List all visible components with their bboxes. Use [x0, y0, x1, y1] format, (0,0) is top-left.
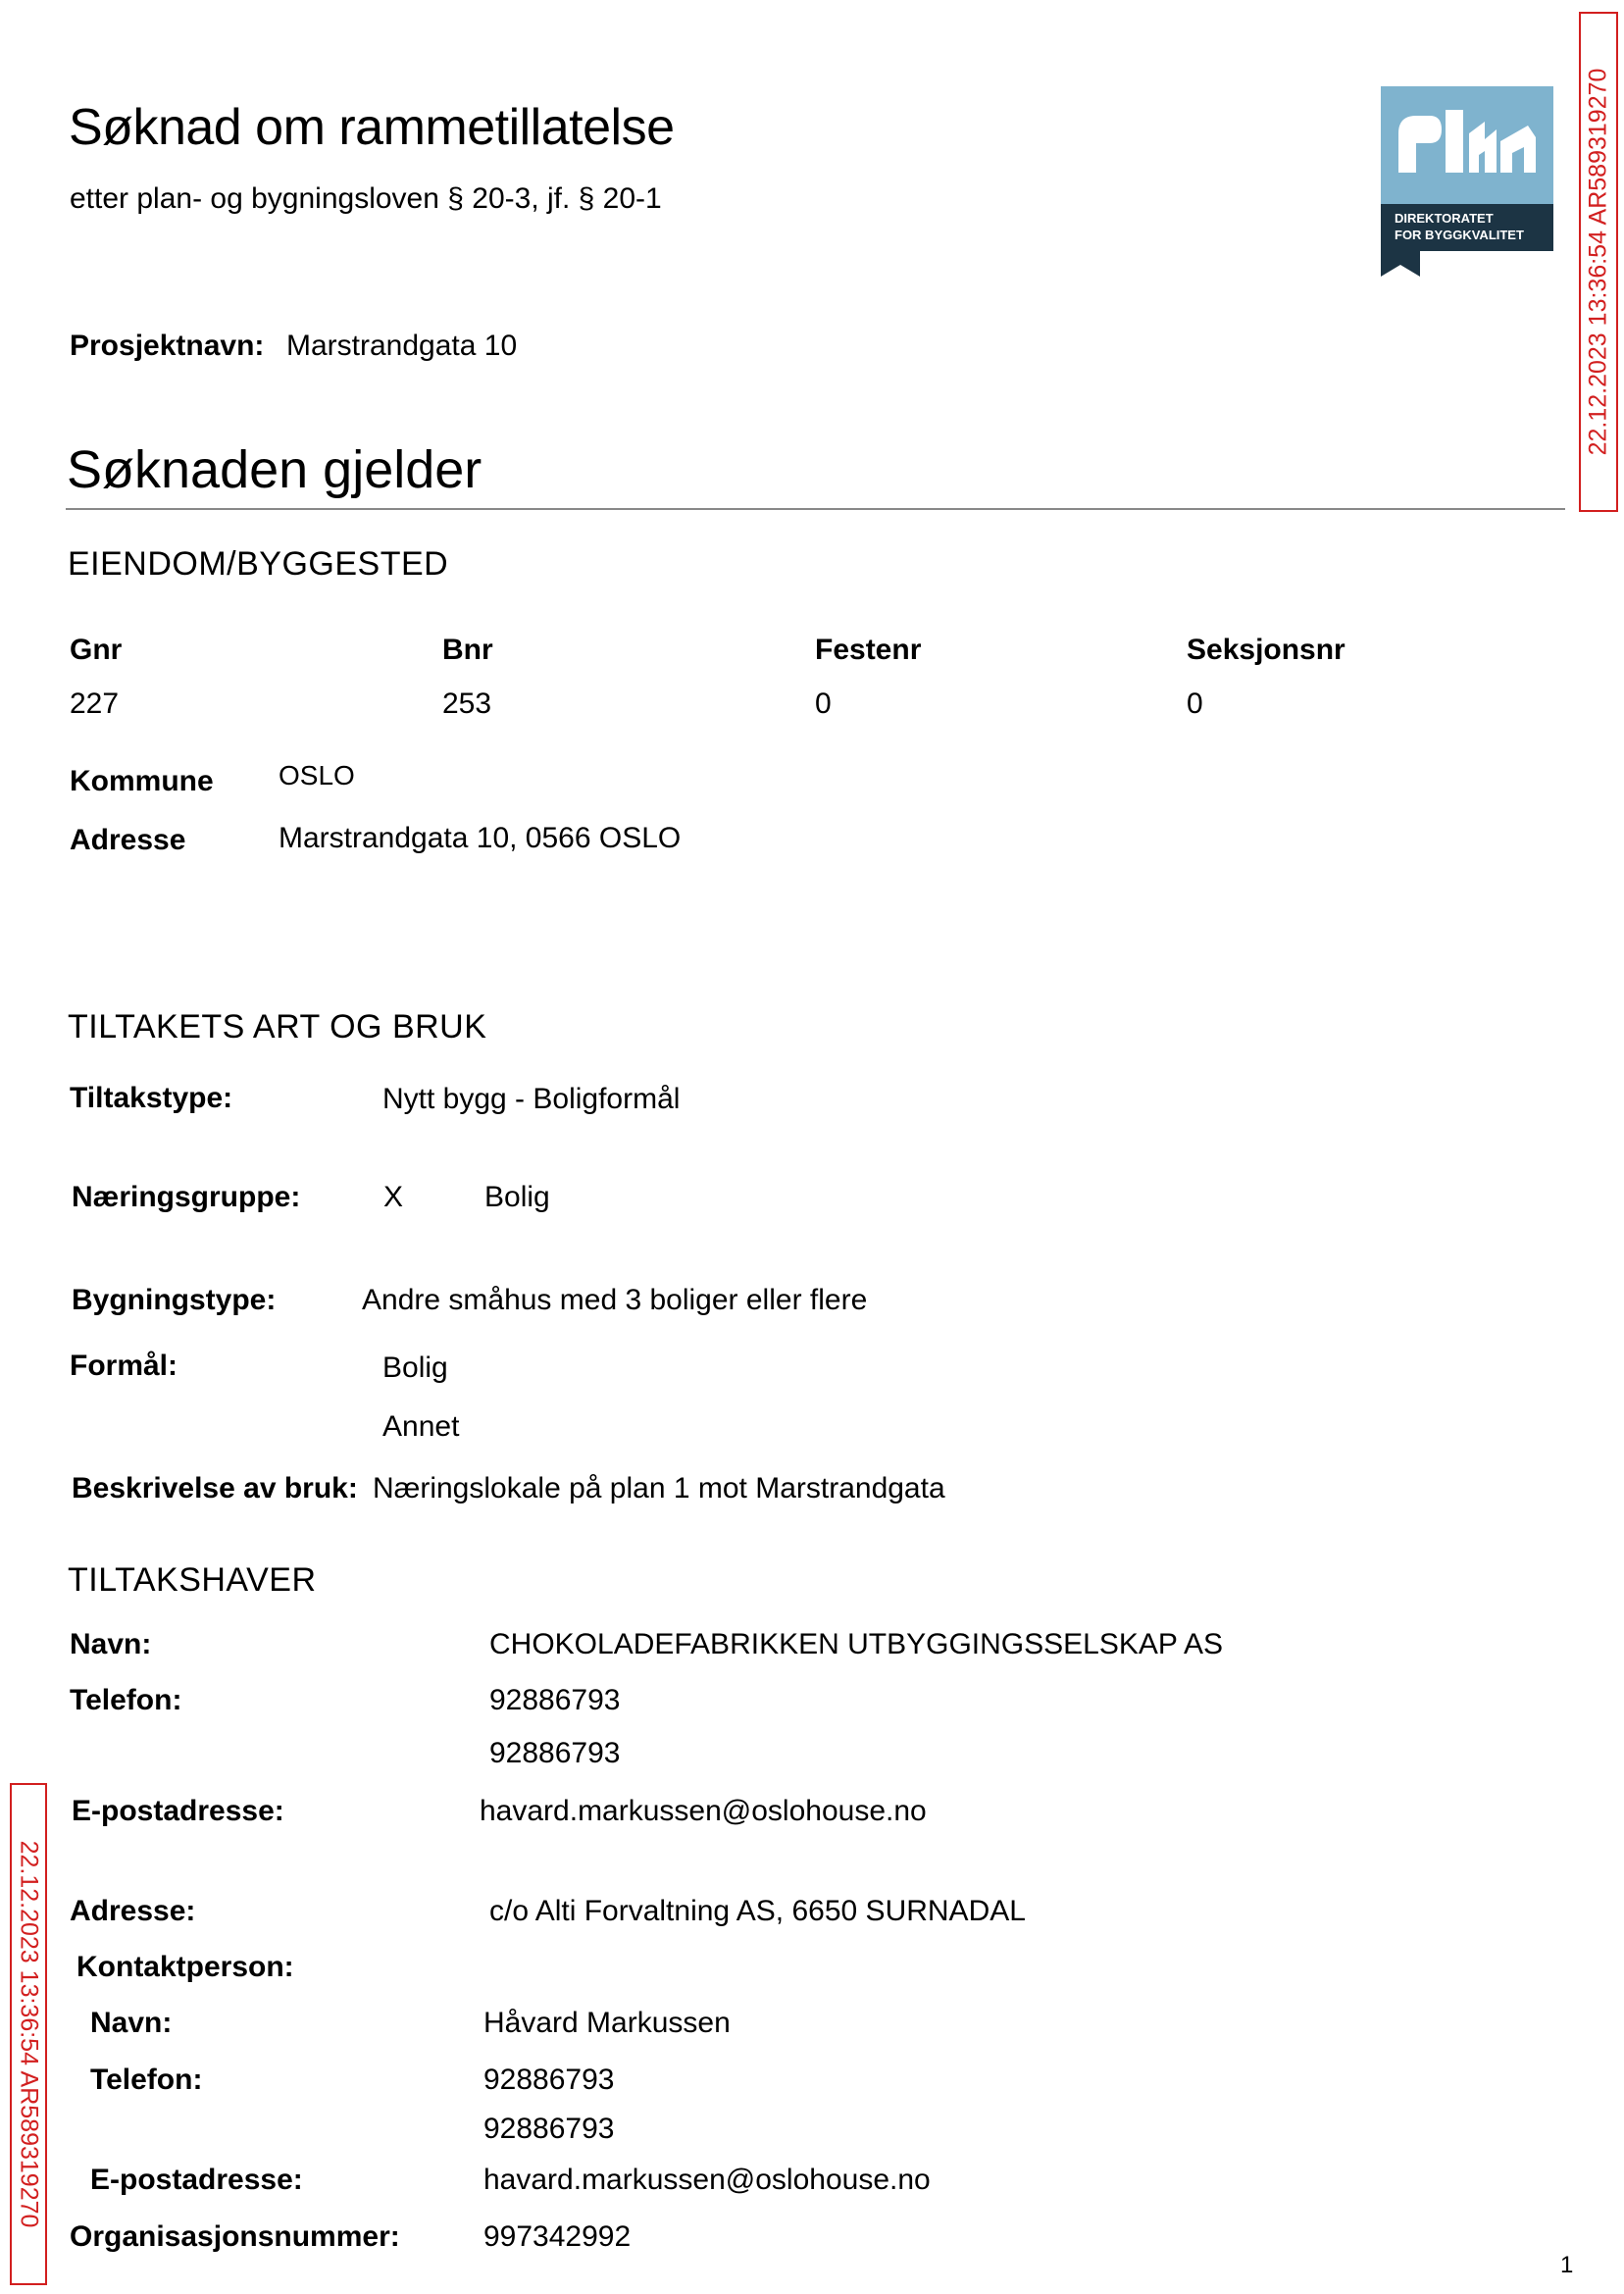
address-label: Adresse — [70, 824, 186, 856]
contact-email-label: E-postadresse: — [90, 2164, 303, 2196]
org-number-value: 997342992 — [483, 2220, 632, 2253]
purpose-item: Annet — [382, 1410, 460, 1443]
address-value: Marstrandgata 10, 0566 OSLO — [279, 822, 682, 854]
owner-heading: TILTAKSHAVER — [68, 1561, 317, 1599]
dibk-logo — [1381, 86, 1553, 277]
industry-group-value: Bolig — [484, 1181, 550, 1213]
owner-email-label: E-postadresse: — [72, 1795, 284, 1827]
property-col-bnr: Bnr — [442, 634, 493, 666]
dibk-logo-icon — [1381, 86, 1553, 277]
industry-group-label: Næringsgruppe: — [72, 1181, 301, 1213]
project-name-label: Prosjektnavn: — [70, 330, 265, 362]
building-type-label: Bygningstype: — [72, 1284, 277, 1316]
contact-person-heading: Kontaktperson: — [76, 1951, 294, 1983]
contact-phone-label: Telefon: — [90, 2064, 203, 2096]
owner-phone-value: 92886793 — [489, 1737, 621, 1769]
received-stamp-left — [10, 1783, 47, 2285]
usage-description-label: Beskrivelse av bruk: — [72, 1472, 358, 1504]
municipality-value: OSLO — [279, 760, 355, 790]
property-val-seksjonsnr: 0 — [1187, 688, 1203, 720]
logo-text-line1: DIREKTORATET — [1395, 211, 1494, 226]
received-stamp-top — [1579, 12, 1618, 512]
property-heading: EIENDOM/BYGGESTED — [68, 545, 449, 583]
property-col-gnr: Gnr — [70, 634, 123, 666]
owner-name-label: Navn: — [70, 1628, 152, 1660]
building-type-value: Andre småhus med 3 boliger eller flere — [362, 1284, 868, 1316]
property-val-bnr: 253 — [442, 688, 492, 720]
applies-heading: Søknaden gjelder — [67, 440, 482, 499]
property-val-gnr: 227 — [70, 688, 120, 720]
owner-address-value: c/o Alti Forvaltning AS, 6650 SURNADAL — [489, 1895, 1026, 1927]
municipality-label: Kommune — [70, 765, 214, 797]
owner-name-value: CHOKOLADEFABRIKKEN UTBYGGINGSSELSKAP AS — [489, 1628, 1224, 1660]
document-subtitle: etter plan- og bygningsloven § 20-3, jf. § 20-1 — [70, 182, 662, 215]
measure-type-label: Tiltakstype: — [70, 1082, 233, 1114]
property-col-seksjonsnr: Seksjonsnr — [1187, 634, 1345, 666]
property-val-festenr: 0 — [815, 688, 832, 720]
industry-group-code: X — [383, 1181, 404, 1213]
org-number-label: Organisasjonsnummer: — [70, 2220, 400, 2253]
purpose-label: Formål: — [70, 1350, 178, 1382]
contact-name-label: Navn: — [90, 2007, 173, 2039]
owner-email-value: havard.markussen@oslohouse.no — [480, 1795, 927, 1827]
purpose-item: Bolig — [382, 1351, 448, 1384]
measure-heading: TILTAKETS ART OG BRUK — [68, 1008, 487, 1045]
project-name-value: Marstrandgata 10 — [286, 330, 518, 362]
contact-email-value: havard.markussen@oslohouse.no — [483, 2164, 931, 2196]
usage-description-value: Næringslokale på plan 1 mot Marstrandgata — [373, 1472, 945, 1504]
contact-phone-value: 92886793 — [483, 2113, 615, 2145]
owner-address-label: Adresse: — [70, 1895, 196, 1927]
contact-phone-value: 92886793 — [483, 2064, 615, 2096]
page-number: 1 — [1560, 2252, 1574, 2278]
received-stamp-top-text: 22.12.2023 13:36:54 AR589319270 — [1584, 68, 1612, 456]
property-col-festenr: Festenr — [815, 634, 922, 666]
logo-text-line2: FOR BYGGKVALITET — [1395, 228, 1524, 242]
document-title: Søknad om rammetillatelse — [69, 99, 675, 156]
owner-phone-value: 92886793 — [489, 1684, 621, 1716]
measure-type-value: Nytt bygg - Boligformål — [382, 1083, 681, 1115]
contact-name-value: Håvard Markussen — [483, 2007, 731, 2039]
owner-phone-label: Telefon: — [70, 1684, 182, 1716]
received-stamp-left-text: 22.12.2023 13:36:54 AR589319270 — [15, 1840, 43, 2228]
heading-divider — [66, 508, 1565, 510]
